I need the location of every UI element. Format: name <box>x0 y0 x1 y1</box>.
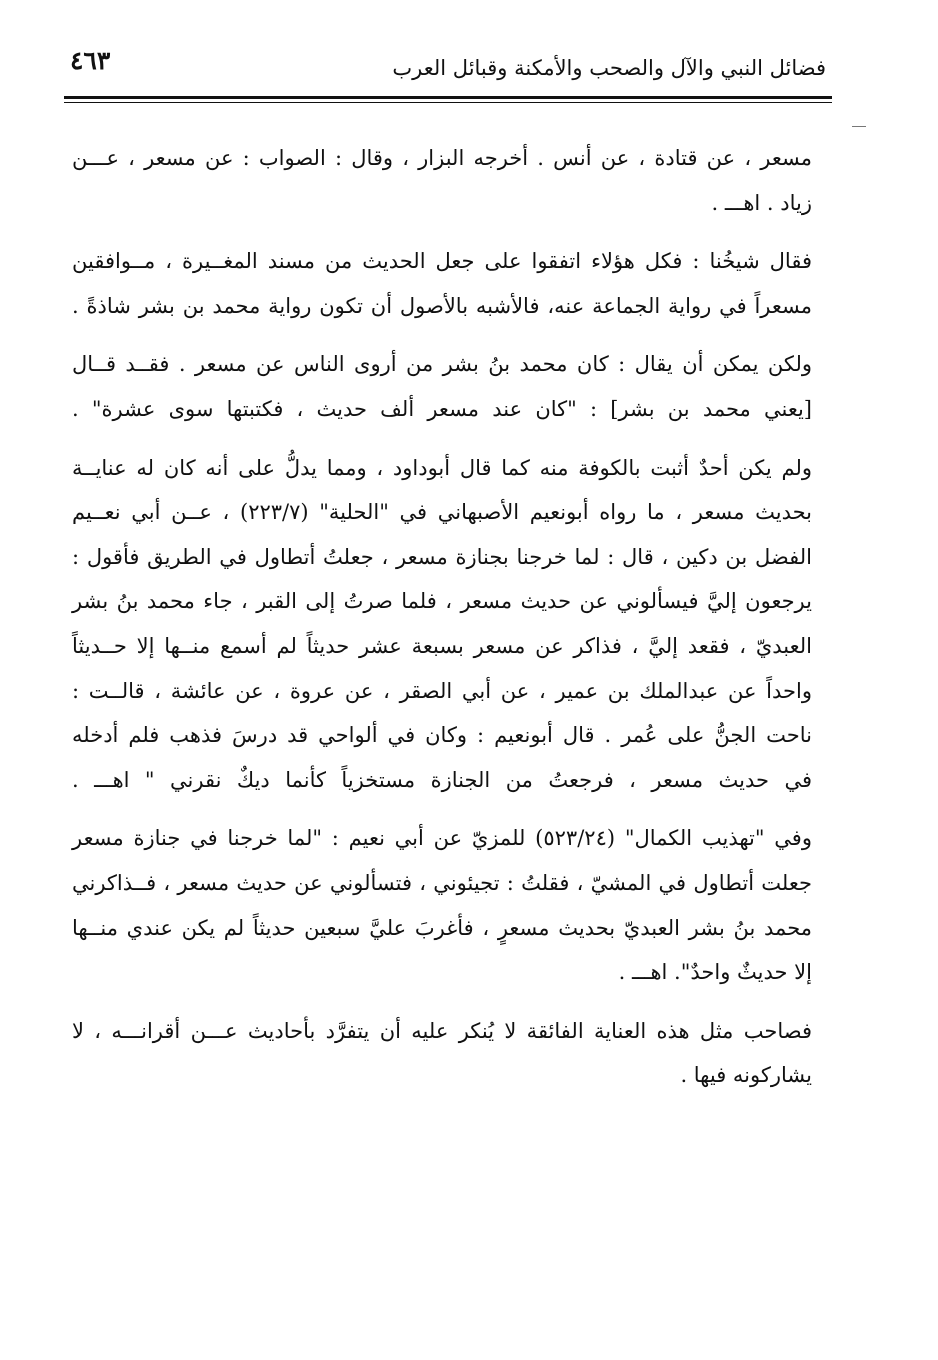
text-line: العبديّ ، فقعد إليَّ ، فذاكر عن مسعر بسبعة عشر حديثاً لم أسمع منــها إلا حــديثاً <box>72 633 812 658</box>
page-number: ٤٦٣ <box>70 46 111 75</box>
header-rule-thick <box>64 96 832 99</box>
text-line: فقال شيخُنا : فكل هؤلاء اتفقوا على جعل الحديث من مسند المغــيرة ، مــوافقين <box>72 249 812 274</box>
text-line: جعلت أتطاول في المشيّ ، فقلتُ : تجيئوني ، فتسألوني عن حديث مسعر ، فــذاكرني <box>72 870 812 895</box>
text-line: مسعر ، عن قتادة ، عن أنس . أخرجه البزار ، وقال : الصواب : عن مسعر ، عـــن <box>72 146 812 170</box>
text-line: يرجعون إليَّ فيسألوني عن حديث مسعر ، فلما صرتُ إلى القبر ، جاء محمد بنُ بشر <box>72 589 812 614</box>
text-line: محمد بنُ بشر العبديّ بحديث مسعرٍ ، فأغربَ عليَّ سبعين حديثاً لم يكن عندي منــها <box>72 915 812 940</box>
margin-mark <box>852 126 866 127</box>
paragraph <box>72 1009 812 1098</box>
text-line: وفي "تهذيب الكمال" (٥٢٣/٢٤) للمزيّ عن أبي نعيم : "لما خرجنا في جنازة مسعر <box>72 826 812 851</box>
text-line: بحديث مسعر ، ما رواه أبونعيم الأصبهاني في "الحلية" (٢٢٣/٧) ، عــن أبي نعــيم <box>72 500 812 525</box>
page-body <box>72 136 812 1112</box>
text-line: إلا حديثٌ واحدٌ". اهـــ . <box>618 960 812 985</box>
paragraph <box>72 342 812 431</box>
text-line: ولم يكن أحدٌ أثبت بالكوفة منه كما قال أبوداود ، ومما يدلُّ على أنه كان له عنايــة <box>72 455 812 480</box>
text-line: مسعراً في رواية الجماعة عنه، فالأشبه بالأصول أن تكون رواية محمد بن بشر شاذةً . <box>72 293 812 318</box>
paragraph <box>72 239 812 328</box>
text-line: ولكن يمكن أن يقال : كان محمد بنُ بشر من أروى الناس عن مسعر . فقــد قــال <box>72 352 812 377</box>
text-line: في حديث مسعر ، فرجعتُ من الجنازة مستخزياً كأنما ديكٌ نقرني " اهـــ . <box>72 767 812 792</box>
text-line: يشاركونه فيها . <box>680 1063 812 1088</box>
running-title: فضائل النبي والآل والصحب والأمكنة وقبائل العرب <box>392 56 826 80</box>
text-line: فصاحب مثل هذه العناية الفائقة لا يُنكر عليه أن يتفرَّد بأحاديث عـــن أقرانـــه ، لا <box>72 1018 812 1043</box>
text-line: ناحت الجنُّ على عُمر . قال أبونعيم : وكان في ألواحي قد درسَ فذهب فلم أدخله <box>72 723 812 748</box>
paragraph <box>72 136 812 225</box>
text-line: واحداً عن عبدالملك بن عمير ، عن أبي الصقر ، عن عروة ، عن عائشة ، قالــت : <box>72 678 812 703</box>
page-header <box>62 40 832 94</box>
text-line: الفضل بن دكين ، قال : لما خرجنا بجنازة مسعر ، جعلتُ أتطاول في الطريق فأقول : <box>72 544 812 569</box>
text-line: [يعني محمد بن بشر] : "كان عند مسعر ألف حديث ، فكتبتها سوى عشرة" . <box>72 396 812 421</box>
paragraph <box>72 446 812 803</box>
paragraph <box>72 816 812 994</box>
header-rule-thin <box>64 102 832 103</box>
text-line: زياد . اهـــ . <box>711 190 812 215</box>
